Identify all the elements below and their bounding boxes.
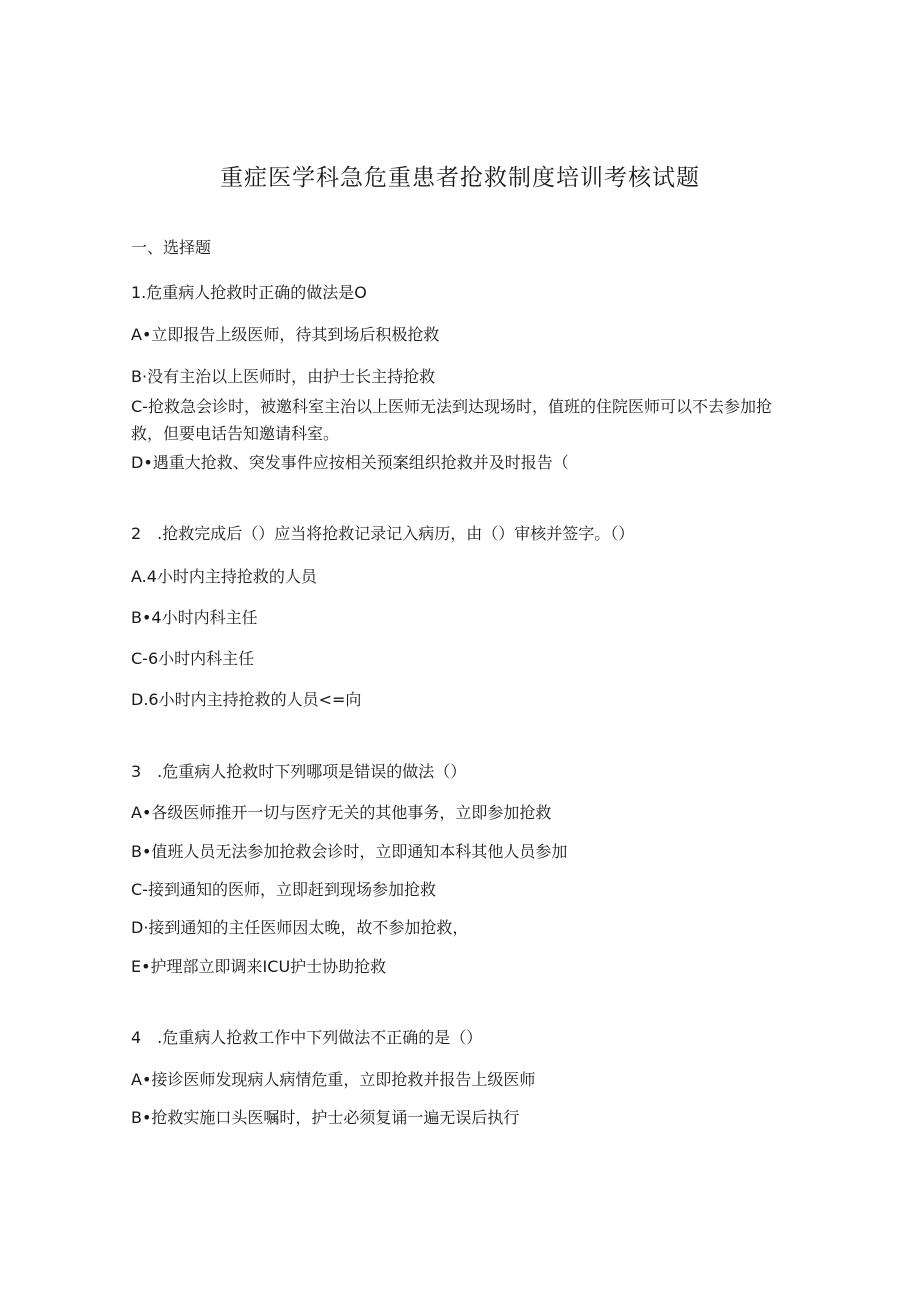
section-heading: 一、选择题 xyxy=(131,238,212,257)
question-4-option-a: A•接诊医师发现病人病情危重，立即抢救并报告上级医师 xyxy=(131,1070,536,1089)
question-1-option-d: D•遇重大抢救、突发事件应按相关预案组织抢救并及时报告（ xyxy=(131,453,569,472)
question-2-stem: 2 .抢救完成后（）应当将抢救记录记入病历，由（）审核并签字。（） xyxy=(131,524,635,543)
question-4-stem: 4 .危重病人抢救工作中下列做法不正确的是（） xyxy=(131,1028,483,1047)
question-2-option-d: D.6小时内主持抢救的人员<=向 xyxy=(131,690,362,709)
question-2-option-b: B•4小时内科主任 xyxy=(131,608,258,627)
question-4-option-b: B•抢救实施口头医嘱时，护士必须复诵一遍无误后执行 xyxy=(131,1108,520,1127)
question-3-option-e: E•护理部立即调来ICU护士协助抢救 xyxy=(131,957,387,976)
question-3-option-a: A•各级医师推开一切与医疗无关的其他事务，立即参加抢救 xyxy=(131,803,552,822)
question-3-option-b: B•值班人员无法参加抢救会诊时，立即通知本科其他人员参加 xyxy=(131,842,568,861)
question-3-option-c: C-接到通知的医师，立即赶到现场参加抢救 xyxy=(131,880,436,899)
question-3-option-d: D·接到通知的主任医师因太晚，故不参加抢救， xyxy=(131,918,469,937)
document-title: 重症医学科急危重患者抢救制度培训考核试题 xyxy=(220,165,700,191)
question-3-stem: 3 .危重病人抢救时下列哪项是错误的做法（） xyxy=(131,762,467,781)
question-1-stem: 1.危重病人抢救时正确的做法是O xyxy=(131,283,367,302)
question-2-option-a: A.4小时内主持抢救的人员 xyxy=(131,567,317,586)
question-1-option-c: C-抢救急会诊时，被邀科室主治以上医师无法到达现场时，值班的住院医师可以不去参加抢救，但要电话告知邀请科室。 xyxy=(131,397,772,443)
question-2-option-c: C-6小时内科主任 xyxy=(131,649,255,668)
question-1-option-a: A•立即报告上级医师，待其到场后积极抢救 xyxy=(131,325,440,344)
question-1-option-b: B·没有主治以上医师时，由护士长主持抢救 xyxy=(131,367,436,386)
